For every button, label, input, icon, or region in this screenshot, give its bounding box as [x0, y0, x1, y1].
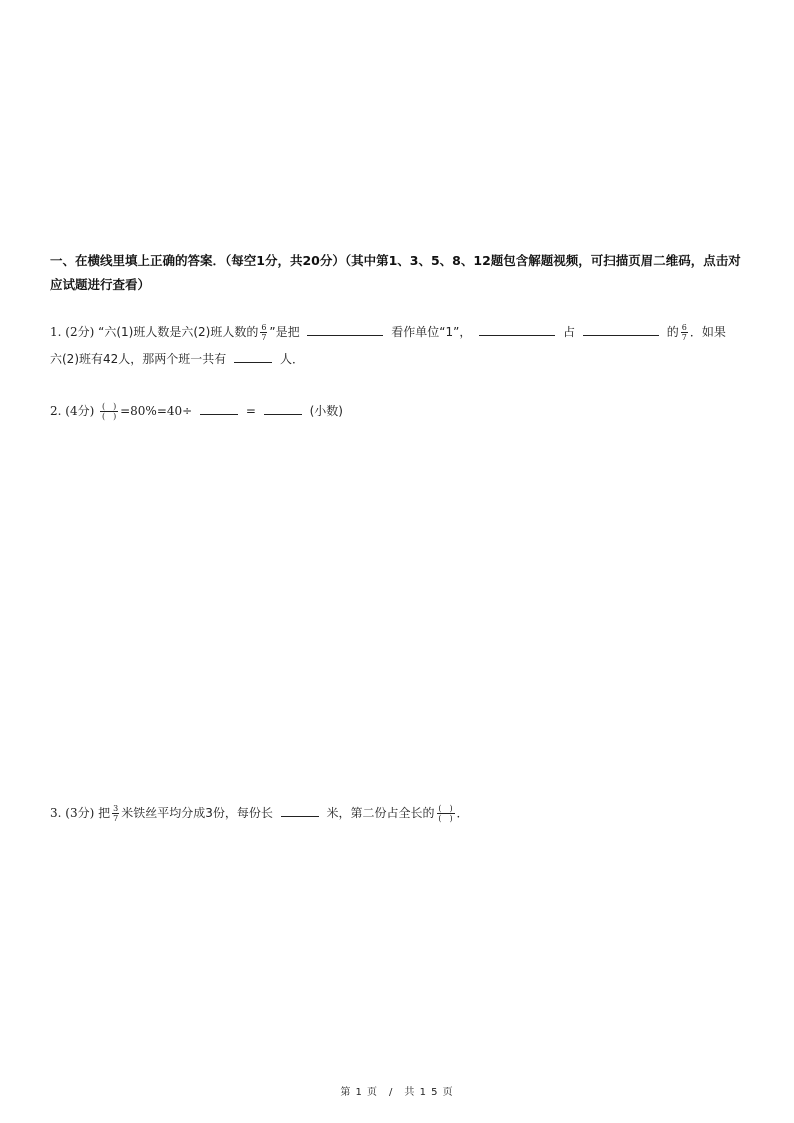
section-heading: 一、在横线里填上正确的答案．（每空1分，共20分）（其中第1、3、5、8、12题包含解题视频，可扫描页眉二维码，点击对应试题进行查看） — [50, 253, 741, 292]
question-text: 米，第二份占全长的 — [326, 806, 435, 820]
question-text: 六(2)班有42人，那两个班一共有 — [50, 352, 227, 366]
answer-blank[interactable] — [583, 323, 659, 336]
answer-blank[interactable] — [479, 323, 555, 336]
fraction-numerator: 3 — [113, 804, 119, 813]
question-text: (小数) — [309, 404, 343, 418]
fraction-numerator: ( ) — [101, 402, 117, 411]
question-1 — [50, 323, 726, 342]
question-2 — [50, 402, 343, 421]
fraction — [681, 323, 688, 342]
answer-blank[interactable] — [281, 804, 319, 817]
fraction — [260, 323, 267, 342]
question-number: 2. — [50, 404, 62, 418]
question-1-line-2 — [50, 350, 304, 367]
question-text: 看作单位“1”， — [391, 325, 472, 339]
question-text: 的 — [666, 325, 679, 339]
question-number: 1. — [50, 325, 62, 339]
fraction-denominator: ( ) — [438, 814, 453, 823]
question-text: 占 — [563, 325, 576, 339]
answer-blank[interactable] — [200, 402, 238, 415]
question-text: 米铁丝平均分成3份，每份长 — [121, 806, 273, 820]
question-number: 3. — [50, 806, 62, 820]
page-footer: 第 1 页 / 共 1 5 页 — [340, 1087, 454, 1098]
fraction-numerator: ( ) — [438, 804, 453, 813]
equals-sign: = — [245, 404, 256, 418]
question-text: 人． — [279, 352, 304, 366]
question-text: 把 — [98, 806, 111, 820]
question-points: (4分) — [65, 404, 95, 418]
answer-blank[interactable] — [234, 350, 272, 363]
fraction — [112, 804, 119, 823]
fraction-denominator: ( ) — [101, 412, 117, 421]
question-text: ．如果 — [689, 325, 726, 339]
fraction-denominator: 7 — [681, 333, 687, 342]
question-3 — [50, 804, 469, 823]
question-text: “六(1)班人数是六(2)班人数的 — [98, 325, 259, 339]
question-points: (2分) — [65, 325, 95, 339]
question-text: ． — [456, 806, 469, 820]
answer-blank[interactable] — [264, 402, 302, 415]
fraction-blank[interactable] — [437, 804, 455, 823]
question-text: ”是把 — [269, 325, 300, 339]
fraction-numerator: 6 — [681, 323, 687, 332]
answer-blank[interactable] — [307, 323, 383, 336]
question-text: =80%=40÷ — [120, 404, 193, 418]
question-points: (3分) — [65, 806, 95, 820]
fraction-numerator: 6 — [261, 323, 267, 332]
fraction-blank[interactable] — [100, 402, 118, 421]
fraction-denominator: 7 — [113, 814, 119, 823]
fraction-denominator: 7 — [261, 333, 267, 342]
